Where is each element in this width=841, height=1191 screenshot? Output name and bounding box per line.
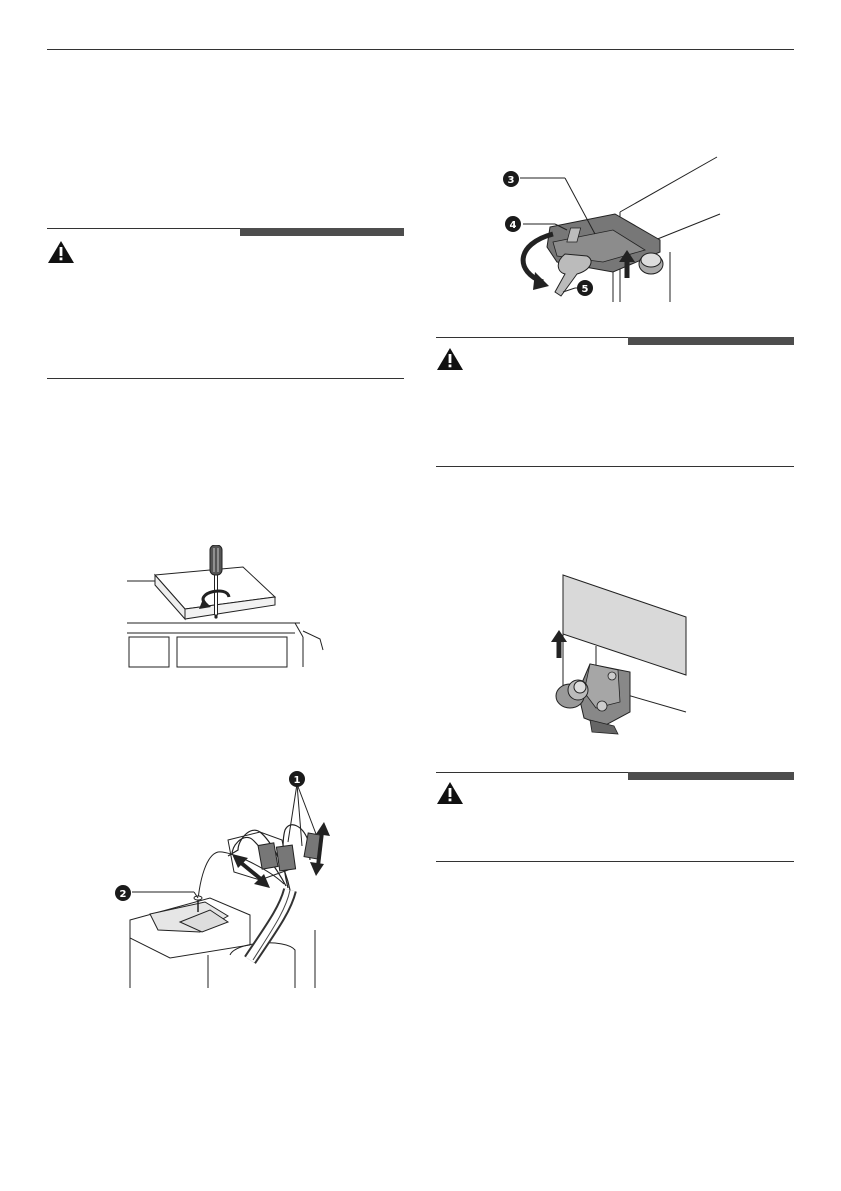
figure-screw-top <box>125 545 325 670</box>
warning-bottom-rule <box>47 378 404 379</box>
callout-2: 2 <box>119 889 127 900</box>
callout-3: 3 <box>507 175 515 186</box>
figure-wiring <box>110 770 340 990</box>
warning-bottom-rule <box>436 466 794 467</box>
warning-header-bar <box>628 772 794 780</box>
figure-hinge <box>495 152 730 307</box>
callout-4: 4 <box>509 220 517 231</box>
warning-bottom-rule <box>436 861 794 862</box>
callout-5: 5 <box>581 284 589 295</box>
figure-lower-hinge <box>548 572 693 737</box>
warning-triangle-icon <box>47 240 75 264</box>
warning-header-bar <box>628 337 794 345</box>
callout-1: 1 <box>293 775 301 786</box>
header-rule <box>47 49 794 50</box>
warning-triangle-icon <box>436 781 464 805</box>
warning-triangle-icon <box>436 347 464 371</box>
warning-header-bar <box>240 228 404 236</box>
